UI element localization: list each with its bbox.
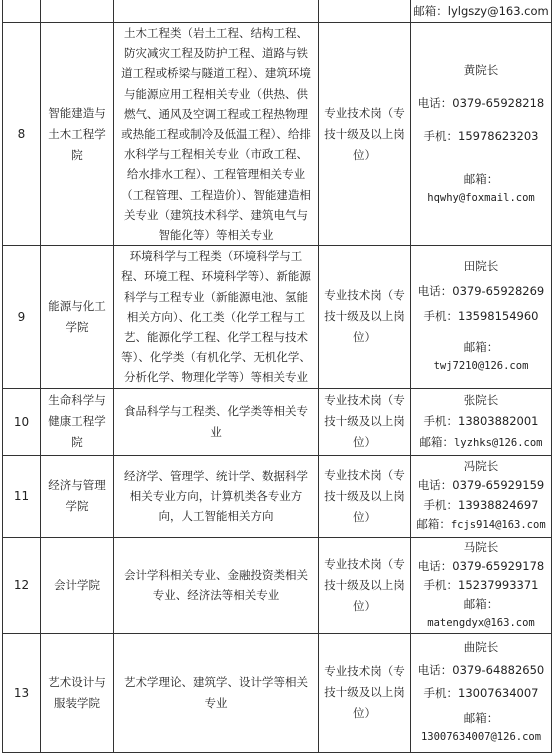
email-value: 13007634007@126.com: [420, 731, 542, 744]
phone-value: 0379-65929159: [452, 478, 545, 493]
email-value: lyzhks@126.com: [453, 436, 543, 449]
required-majors: 经济学、管理学、统计学、数据科学相关专业方向，计算机类各专业方向，人工智能相关方向: [114, 455, 319, 537]
email-label: 邮箱：: [463, 171, 499, 186]
mobile-value: 15237993371: [458, 577, 539, 592]
mobile-label: 手机：: [423, 686, 458, 701]
table-row: [3, 23, 552, 246]
row-number: 11: [3, 455, 41, 537]
mobile-line: [413, 576, 549, 595]
email-label: 邮箱：: [463, 596, 499, 611]
phone-line: [413, 557, 549, 576]
row-number: 8: [3, 23, 41, 246]
mobile-label: 手机：: [423, 309, 458, 324]
post-type: 专业技术岗（专技十级及以上岗位）: [319, 388, 411, 455]
email-value: lylgszy@163.com: [447, 3, 549, 18]
post-type: 专业技术岗（专技十级及以上岗位）: [319, 23, 411, 246]
email-value: fcjs914@163.com: [450, 519, 546, 532]
mobile-value: 15978623203: [458, 128, 539, 143]
phone-value: 0379-65929178: [452, 558, 545, 573]
mobile-label: 手机：: [423, 128, 458, 143]
college-name: 智能建造与土木工程学院: [41, 23, 114, 246]
contact-info: [411, 633, 552, 752]
table-row: [3, 633, 552, 752]
row-number: 12: [3, 537, 41, 633]
mobile-label: 手机：: [423, 577, 458, 592]
phone-label: 电话：: [417, 95, 453, 110]
mobile-line: [413, 127, 549, 146]
mobile-label: 手机：: [423, 413, 458, 428]
required-majors: 环境科学与工程类（环境科学与工程、环境工程、环境科学等）、新能源科学与工程专业（新能源电池、氢能相关方向）、化工类（化学工程与工艺、能源化学工程、化学工程与技术等）、化学类（有机化学、无机化学、分析化学、物理化学等）等相关专业: [114, 246, 319, 388]
table-row-partial: [3, 0, 552, 23]
post-type: 专业技术岗（专技十级及以上岗位）: [319, 455, 411, 537]
email-label: 邮箱：: [419, 434, 454, 449]
phone-line: [413, 94, 549, 113]
mobile-line: [413, 411, 549, 432]
recruitment-table: [2, 0, 552, 753]
mobile-value: 13598154960: [458, 309, 539, 324]
table-row: [3, 388, 552, 455]
college-name: 艺术设计与服装学院: [41, 633, 114, 752]
required-majors: 食品科学与工程类、化学类等相关专业: [114, 388, 319, 455]
post-type: 专业技术岗（专技十级及以上岗位）: [319, 633, 411, 752]
email-line: [413, 432, 549, 454]
mobile-line: [413, 307, 549, 326]
contact-name: 黄院长: [463, 62, 499, 77]
contact-name: 田院长: [463, 259, 499, 274]
phone-label: 电话：: [417, 558, 453, 573]
mobile-label: 手机：: [423, 497, 458, 512]
table-row: [3, 246, 552, 388]
phone-label: 电话：: [417, 284, 453, 299]
contact-name: 张院长: [463, 392, 499, 407]
college-name: 经济与管理学院: [41, 455, 114, 537]
contact-name: 冯院长: [463, 458, 499, 473]
contact-info: [411, 23, 552, 246]
row-number: 13: [3, 633, 41, 752]
contact-name: 马院长: [463, 539, 499, 554]
row-number: 9: [3, 246, 41, 388]
college-name: 生命科学与健康工程学院: [41, 388, 114, 455]
required-majors: 艺术学理论、建筑学、设计学等相关专业: [114, 633, 319, 752]
college-name: 能源与化工学院: [41, 246, 114, 388]
phone-value: 0379-65928218: [452, 95, 545, 110]
contact-email-line: [411, 0, 552, 23]
college-name: 会计学院: [41, 537, 114, 633]
email-value: twj7210@126.com: [433, 360, 529, 373]
email-value: hqwhy@foxmail.com: [427, 191, 535, 204]
required-majors: 土木工程类（岩土工程、结构工程、防灾减灾工程及防护工程、道路与铁道工程或桥梁与隧道工程）、建筑环境与能源应用工程相关专业（供热、供燃气、通风及空调工程或工程热物理或热能工程或制冷及低温工程）、给排水科学与工程相关专业（市政工程、给水排水工程）、工程管理相关专业（工程管理、工程造价）、智能建造相关专业（建筑技术科学、建筑电气与智能化等）等相关专业: [114, 23, 319, 246]
phone-label: 电话：: [417, 663, 453, 678]
post-type: 专业技术岗（专技十级及以上岗位）: [319, 537, 411, 633]
table-row: [3, 455, 552, 537]
mobile-value: 13938824697: [458, 497, 539, 512]
mobile-line: [413, 684, 549, 703]
contact-info: [411, 455, 552, 537]
email-label: 邮箱：: [416, 517, 451, 532]
row-number: 10: [3, 388, 41, 455]
email-label: 邮箱：: [463, 340, 499, 355]
contact-info: [411, 246, 552, 388]
phone-label: 电话：: [417, 478, 453, 493]
mobile-line: [413, 496, 549, 516]
contact-name: 曲院长: [463, 640, 499, 655]
phone-value: 0379-65928269: [452, 284, 545, 299]
table-row: [3, 537, 552, 633]
phone-line: [413, 661, 549, 680]
email-label: 邮箱：: [413, 3, 448, 18]
contact-info: [411, 388, 552, 455]
post-type: 专业技术岗（专技十级及以上岗位）: [319, 246, 411, 388]
email-line: [413, 515, 549, 536]
email-value: matengdyx@163.com: [427, 616, 535, 629]
contact-info: [411, 537, 552, 633]
phone-line: [413, 476, 549, 496]
phone-value: 0379-64882650: [452, 663, 545, 678]
required-majors: 会计学科相关专业、金融投资类相关专业、经济法等相关专业: [114, 537, 319, 633]
email-label: 邮箱：: [463, 711, 499, 726]
phone-line: [413, 282, 549, 301]
mobile-value: 13007634007: [458, 686, 539, 701]
mobile-value: 13803882001: [458, 413, 539, 428]
